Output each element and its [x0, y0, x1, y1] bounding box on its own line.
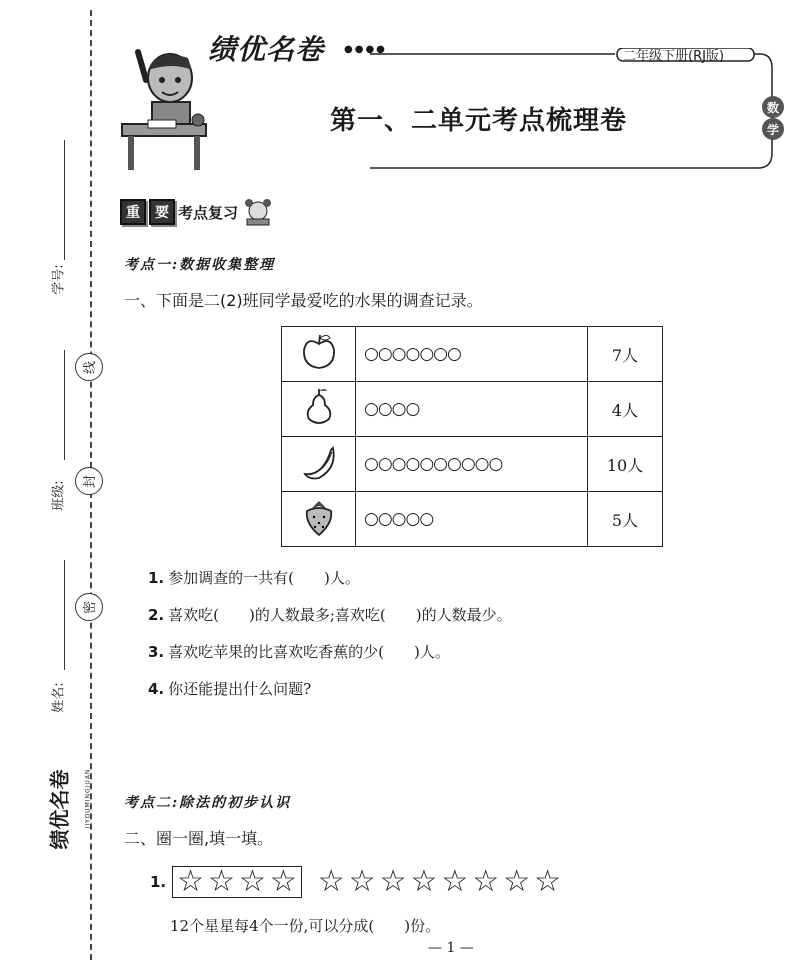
star-icon: ☆	[269, 864, 297, 899]
name-line	[64, 560, 65, 670]
tally-circles: ○○○○○○○	[356, 327, 588, 382]
loose-star-group	[316, 864, 563, 899]
page-title: 第一、二单元考点梳理卷	[330, 106, 628, 136]
star-icon: ☆	[410, 864, 438, 899]
section-banner	[120, 197, 275, 227]
seal-seal: 封	[75, 467, 103, 495]
sub-question-1: 1. 参加调查的一共有( )人。	[148, 569, 360, 587]
tally-circles: ○○○○○○○○○○	[356, 437, 588, 492]
banner-text: 考点复习	[178, 203, 239, 222]
seal-line: 线	[75, 353, 103, 381]
seal-secret: 密	[75, 593, 103, 621]
apple-icon	[299, 332, 339, 372]
banner-char-2: 要	[149, 199, 175, 225]
point-1-heading: 考点一:数据收集整理	[124, 257, 276, 273]
girl-icon	[241, 197, 275, 227]
name-label: 姓名:	[51, 682, 67, 713]
table-row	[282, 327, 663, 382]
star-row	[150, 866, 563, 898]
strawberry-icon	[299, 497, 339, 537]
star-icon: ☆	[441, 864, 469, 899]
star-icon: ☆	[503, 864, 531, 899]
page-number: — 1 —	[428, 940, 474, 956]
fill-question: 12个星星每4个一份,可以分成( )份。	[170, 917, 441, 935]
brand-dots: ●●●●	[344, 44, 387, 55]
point-2-heading: 考点二:除法的初步认识	[124, 795, 292, 811]
table-row	[282, 382, 663, 437]
star-icon: ☆	[379, 864, 407, 899]
student-no-line	[64, 140, 65, 260]
subject-badge-1: 数	[762, 96, 784, 118]
tally-circles: ○○○○	[356, 382, 588, 437]
grade-label: 二年级下册(RJ版)	[623, 49, 725, 64]
tally-circles: ○○○○○	[356, 492, 588, 547]
count-cell: 10人	[588, 437, 663, 492]
student-no-label: 学号:	[51, 264, 67, 295]
sub-question-3: 3. 喜欢吃苹果的比喜欢吃香蕉的少( )人。	[148, 643, 450, 661]
count-cell: 4人	[588, 382, 663, 437]
banana-icon	[299, 442, 339, 482]
pear-icon	[299, 387, 339, 427]
boxed-star-group	[172, 866, 302, 898]
star-icon: ☆	[534, 864, 562, 899]
question-1: 一、下面是二(2)班同学最爱吃的水果的调查记录。	[124, 291, 483, 310]
count-cell: 5人	[588, 492, 663, 547]
banner-char-1: 重	[120, 199, 146, 225]
brand-logo: 绩优名卷	[208, 33, 325, 66]
fruit-survey-table	[281, 326, 663, 547]
item-number: 1.	[150, 873, 167, 891]
star-icon: ☆	[317, 864, 345, 899]
class-label: 班级:	[51, 480, 67, 511]
star-icon: ☆	[472, 864, 500, 899]
side-logo: 绩优名卷 JIYOUMINGJUAN	[47, 768, 92, 850]
question-2: 二、圈一圈,填一填。	[124, 829, 274, 848]
table-row	[282, 492, 663, 547]
star-icon: ☆	[208, 864, 235, 899]
star-icon: ☆	[177, 864, 205, 899]
star-icon: ☆	[238, 864, 266, 899]
table-row	[282, 437, 663, 492]
count-cell: 7人	[588, 327, 663, 382]
star-icon: ☆	[348, 864, 376, 899]
student-illustration	[118, 40, 218, 180]
sub-question-2: 2. 喜欢吃( )的人数最多;喜欢吃( )的人数最少。	[148, 606, 512, 624]
sub-question-4: 4. 你还能提出什么问题?	[148, 680, 312, 698]
class-line	[64, 350, 65, 460]
subject-badge-2: 学	[762, 118, 784, 140]
